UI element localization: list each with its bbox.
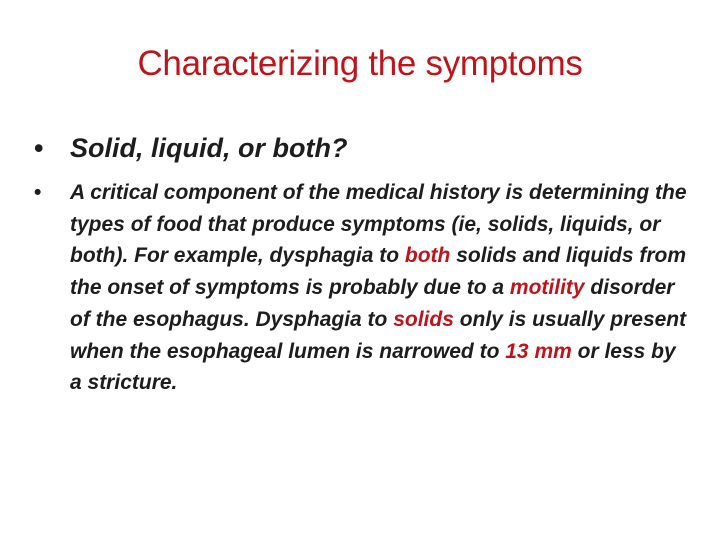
bullet-text: Solid, liquid, or both? [70, 133, 348, 163]
text-run: disorder of the esophagus. Dysphagia to [70, 276, 675, 331]
text-run: A critical component of the medical history is determining the types of food that produce symptoms (ie, solids, liquids, or both). For example, dysphagia to [70, 181, 687, 268]
text-run: solids and liquids from the onset of symptoms is probably due to a [70, 244, 687, 300]
highlight-solids: solids [393, 307, 454, 331]
bullet-item-2 [34, 177, 690, 399]
slide-title: Characterizing the symptoms [137, 44, 583, 83]
text-run: only is usually present when the esophageal lumen is narrowed to [70, 307, 687, 363]
text-run: or less by a stricture. [70, 339, 676, 395]
bullet-marker: • [34, 133, 44, 163]
highlight-both: both [404, 244, 451, 268]
bullet-paragraph [70, 177, 690, 399]
bullet-item-1 [34, 130, 347, 166]
highlight-13mm: 13 mm [505, 339, 572, 363]
highlight-motility: motility [509, 276, 585, 300]
bullet-marker: • [34, 181, 42, 204]
